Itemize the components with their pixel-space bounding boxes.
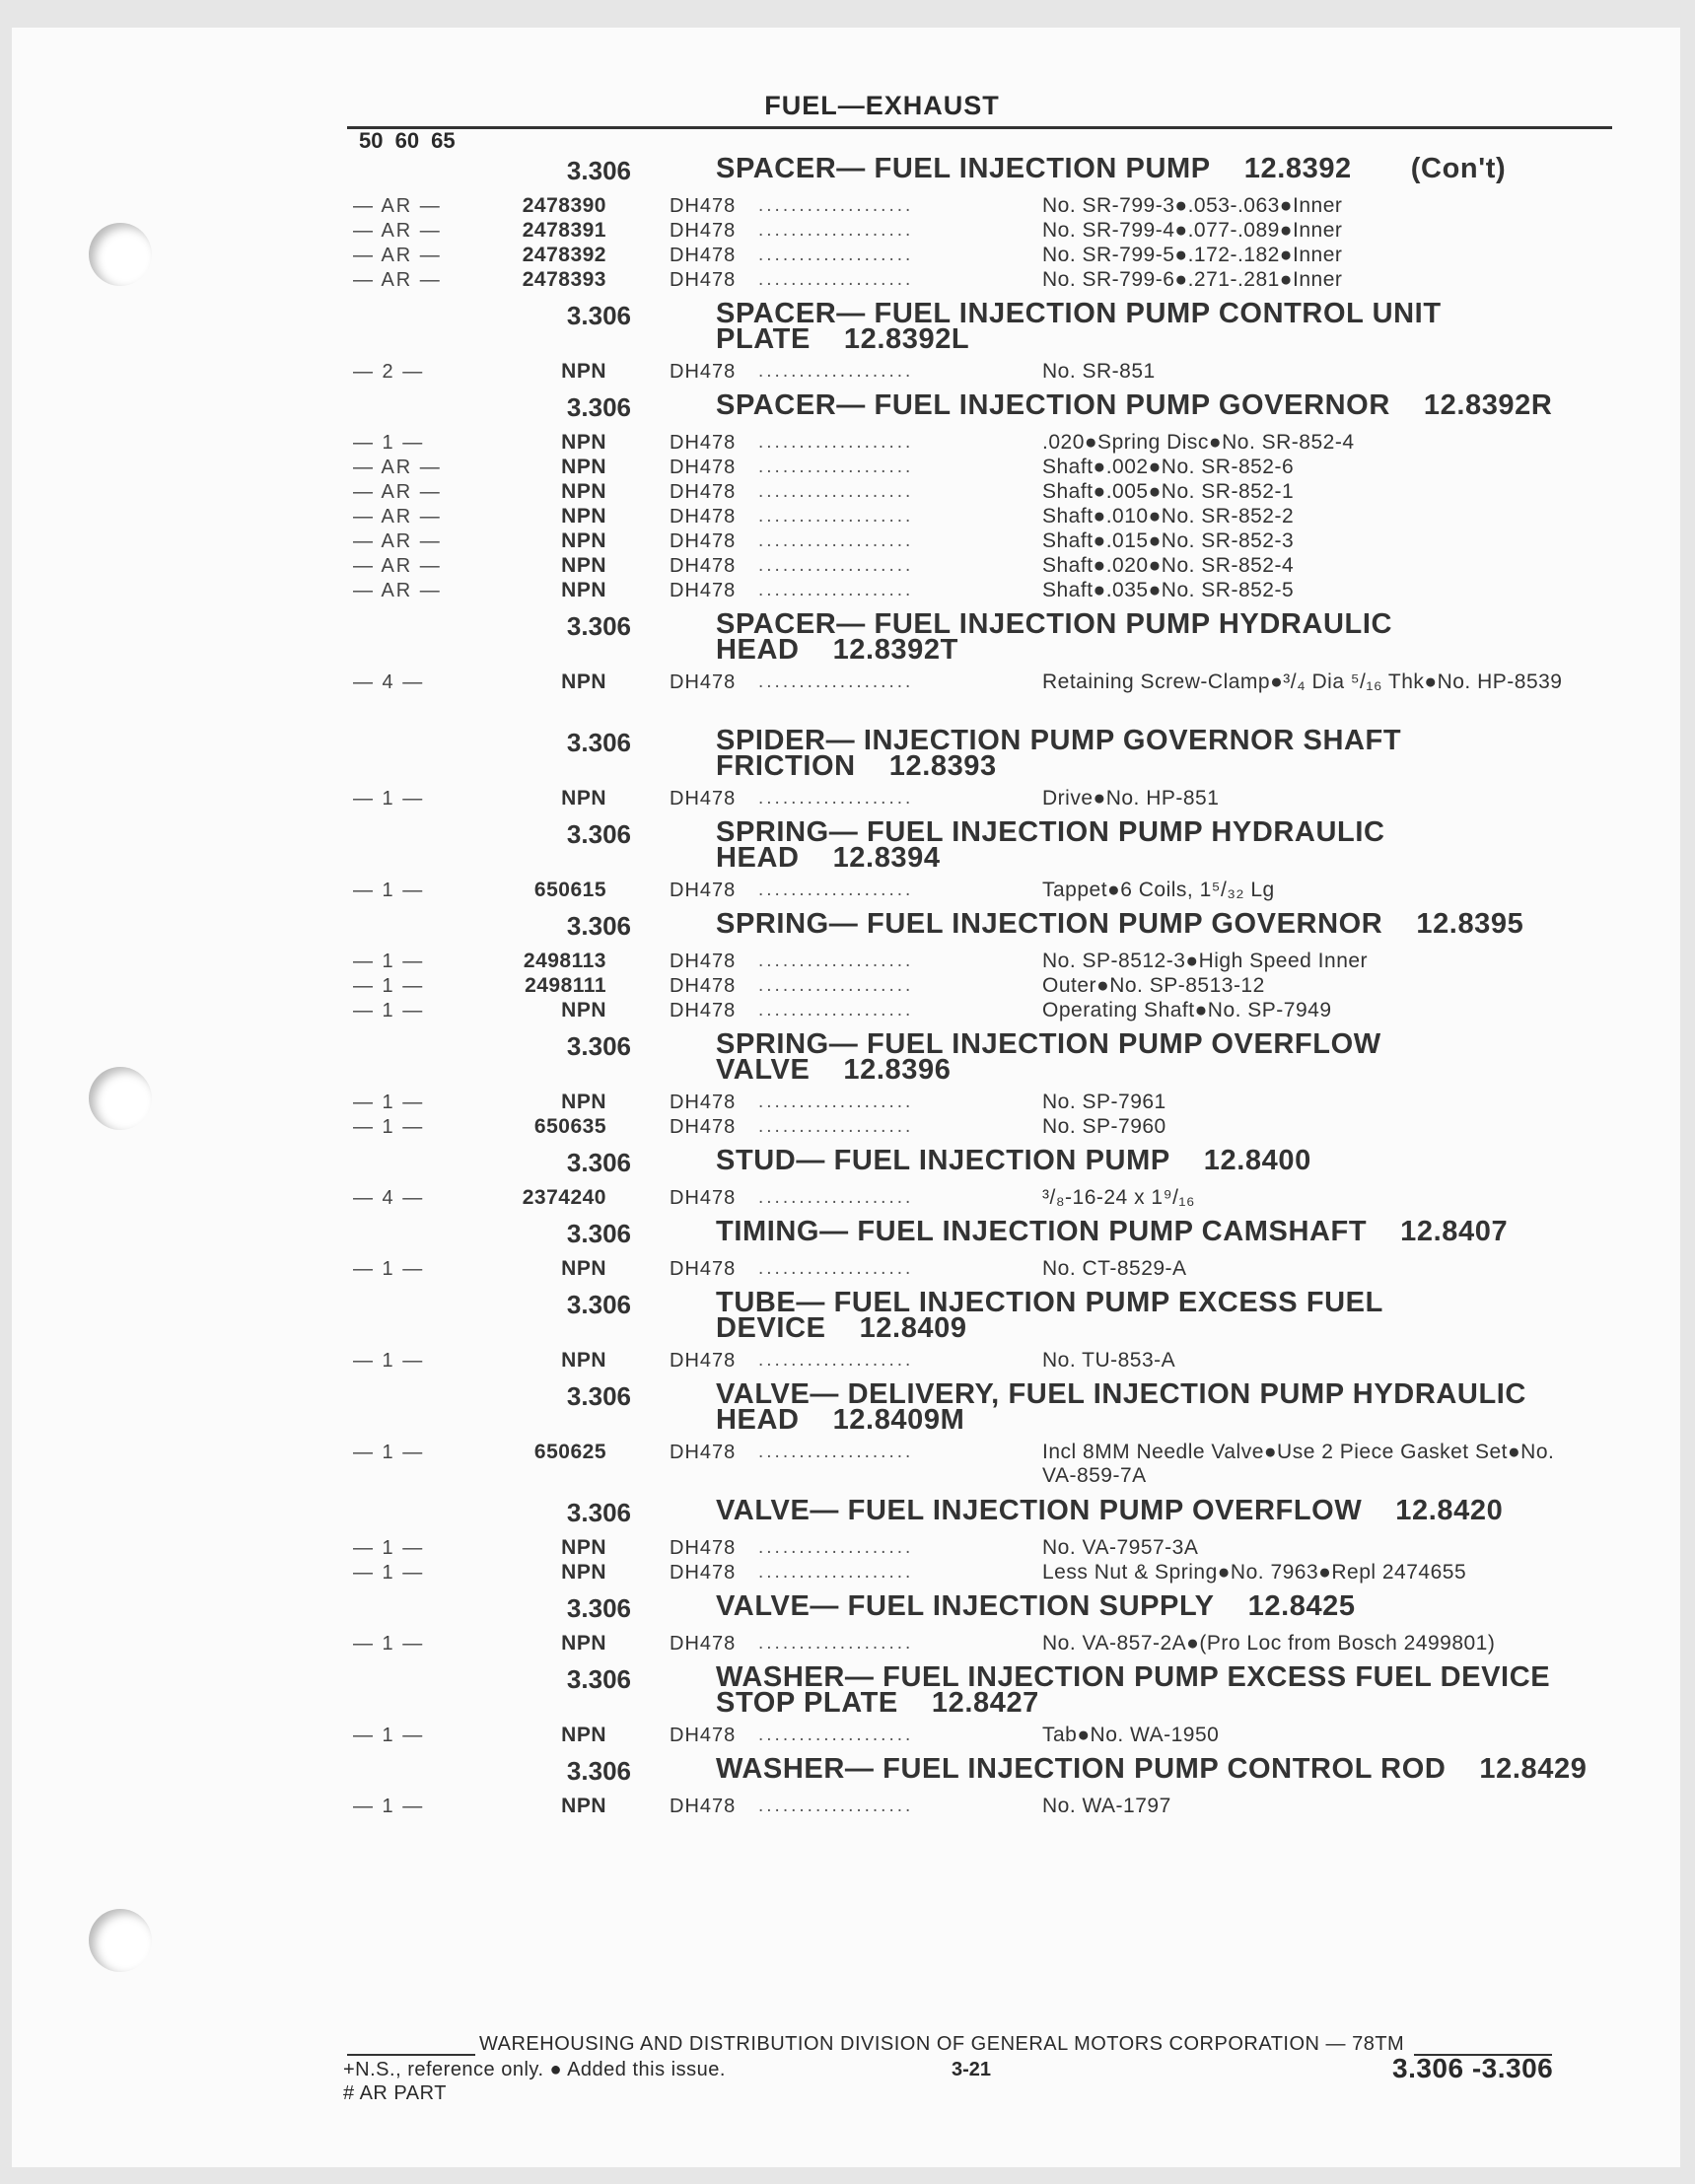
leader-dots: ................... <box>758 432 914 453</box>
page-title: FUEL—EXHAUST <box>764 91 1000 120</box>
section-title <box>716 816 1613 874</box>
part-description: Shaft●.020●No. SR-852-4 <box>1042 554 1295 577</box>
section-title-text: VALVE— FUEL INJECTION SUPPLY <box>716 1590 1215 1622</box>
part-number: NPN <box>561 1632 606 1655</box>
section-header <box>0 603 1695 670</box>
part-number: 650635 <box>533 1115 606 1138</box>
section-title <box>716 153 1613 184</box>
part-row <box>0 1115 1695 1140</box>
part-row <box>0 194 1695 219</box>
part-number: 2374240 <box>522 1186 606 1209</box>
part-description: No. CT-8529-A <box>1042 1257 1187 1280</box>
section-number: 3.306 <box>566 728 631 757</box>
section-title-text: SPRING— FUEL INJECTION PUMP HYDRAULIC HEAD <box>716 816 1385 874</box>
reference-code: DH478 <box>670 457 737 478</box>
section-title <box>716 908 1613 940</box>
section-header <box>0 1023 1695 1091</box>
leader-dots: ................... <box>758 457 914 477</box>
section-number: 3.306 <box>566 1498 631 1527</box>
quantity: — 1 — <box>353 1350 425 1372</box>
parts-section <box>0 293 1695 385</box>
part-number: NPN <box>561 1349 606 1372</box>
footnote-ar: # AR PART <box>343 2082 447 2104</box>
leader-dots: ................... <box>758 975 914 996</box>
section-header <box>0 1490 1695 1536</box>
section-header <box>0 1585 1695 1632</box>
section-title <box>716 1145 1613 1176</box>
reference-code: DH478 <box>670 788 737 810</box>
part-row <box>0 480 1695 505</box>
reference-code: DH478 <box>670 506 737 528</box>
part-number: 650615 <box>533 879 606 901</box>
quantity: — 1 — <box>353 1000 425 1022</box>
section-title-text: SPACER— FUEL INJECTION PUMP CONTROL UNIT PLATE <box>716 298 1442 355</box>
part-row <box>0 1257 1695 1282</box>
leader-dots: ................... <box>758 880 914 900</box>
quantity: — AR — <box>353 481 442 503</box>
part-description: No. VA-7957-3A <box>1042 1536 1199 1559</box>
part-number: NPN <box>561 529 606 552</box>
quantity: — 1 — <box>353 951 425 972</box>
parts-section <box>0 903 1695 1023</box>
part-row <box>0 879 1695 903</box>
quantity: — AR — <box>353 506 442 528</box>
part-row <box>0 950 1695 974</box>
parts-section <box>0 1585 1695 1656</box>
leader-dots: ................... <box>758 269 914 290</box>
quantity: — 1 — <box>353 788 425 810</box>
leader-dots: ................... <box>758 1442 914 1462</box>
part-row <box>0 505 1695 529</box>
leader-dots: ................... <box>758 1116 914 1137</box>
part-description: No. SR-799-4●.077-.089●Inner <box>1042 219 1343 242</box>
quantity: — 1 — <box>353 1092 425 1113</box>
section-header <box>0 293 1695 360</box>
parts-section <box>0 1211 1695 1282</box>
part-number: NPN <box>561 1536 606 1559</box>
leader-dots: ................... <box>758 220 914 241</box>
section-title <box>716 1661 1613 1719</box>
section-number: 3.306 <box>566 1031 631 1061</box>
reference-code: DH478 <box>670 580 737 601</box>
reference-code: DH478 <box>670 1562 737 1584</box>
section-code: 12.8392 <box>1243 153 1352 184</box>
part-description: No. SR-799-5●.172-.182●Inner <box>1042 244 1343 266</box>
section-title-text: SPIDER— INJECTION PUMP GOVERNOR SHAFT FRICTION <box>716 725 1402 782</box>
part-number: NPN <box>561 554 606 577</box>
leader-dots: ................... <box>758 788 914 809</box>
part-row <box>0 579 1695 603</box>
quantity: — 1 — <box>353 1633 425 1655</box>
parts-section <box>0 1748 1695 1819</box>
reference-code: DH478 <box>670 1633 737 1655</box>
part-description: No. SR-799-6●.271-.281●Inner <box>1042 268 1343 291</box>
leader-dots: ................... <box>758 1187 914 1208</box>
quantity: — 4 — <box>353 671 425 693</box>
section-code: 12.8394 <box>832 842 941 874</box>
quantity: — 1 — <box>353 1796 425 1817</box>
part-description: No. SR-851 <box>1042 360 1156 383</box>
reference-code: DH478 <box>670 1350 737 1372</box>
part-number: NPN <box>561 670 606 693</box>
section-title <box>716 298 1613 355</box>
section-title <box>716 1028 1613 1086</box>
section-number: 3.306 <box>566 1664 631 1694</box>
section-number: 3.306 <box>566 911 631 941</box>
part-description: Operating Shaft●No. SP-7949 <box>1042 999 1332 1022</box>
reference-code: DH478 <box>670 269 737 291</box>
section-number: 3.306 <box>566 819 631 849</box>
section-title-text: SPRING— FUEL INJECTION PUMP OVERFLOW VALVE <box>716 1028 1381 1086</box>
part-number: NPN <box>561 1257 606 1280</box>
part-description: No. TU-853-A <box>1042 1349 1176 1372</box>
quantity: — AR — <box>353 555 442 577</box>
part-description: No. SR-799-3●.053-.063●Inner <box>1042 194 1343 217</box>
leader-dots: ................... <box>758 1258 914 1279</box>
reference-code: DH478 <box>670 361 737 383</box>
page-number: 3-21 <box>952 2059 992 2080</box>
part-description: Shaft●.005●No. SR-852-1 <box>1042 480 1295 503</box>
section-title <box>716 1753 1613 1785</box>
reference-code: DH478 <box>670 951 737 972</box>
part-row <box>0 787 1695 811</box>
quantity: — AR — <box>353 457 442 478</box>
quantity: — AR — <box>353 195 442 217</box>
quantity: — AR — <box>353 269 442 291</box>
part-number: 650625 <box>533 1441 606 1463</box>
part-description: Shaft●.035●No. SR-852-5 <box>1042 579 1295 601</box>
quantity: — 1 — <box>353 1562 425 1584</box>
section-number: 3.306 <box>566 1756 631 1786</box>
part-description: Tab●No. WA-1950 <box>1042 1724 1220 1746</box>
section-code: 12.8409M <box>832 1404 965 1436</box>
section-header <box>0 1211 1695 1257</box>
reference-code: DH478 <box>670 1796 737 1817</box>
part-row <box>0 244 1695 268</box>
leader-dots: ................... <box>758 1562 914 1583</box>
part-description: ³/₈-16-24 x 1⁹/₁₆ <box>1042 1186 1195 1209</box>
reference-code: DH478 <box>670 671 737 693</box>
quantity: — 1 — <box>353 432 425 454</box>
part-number: NPN <box>561 456 606 478</box>
quantity: — 1 — <box>353 1537 425 1559</box>
parts-section <box>0 1490 1695 1585</box>
reference-code: DH478 <box>670 1000 737 1022</box>
part-description: Retaining Screw-Clamp●³/₄ Dia ⁵/₁₆ Thk●No. HP-8539 <box>1042 670 1563 693</box>
part-row <box>0 1091 1695 1115</box>
part-row <box>0 1536 1695 1561</box>
column-header: 50 60 65 <box>359 128 456 153</box>
section-code: 12.8392R <box>1423 389 1553 421</box>
section-number: 3.306 <box>566 1381 631 1411</box>
part-description: No. SP-7961 <box>1042 1091 1166 1113</box>
part-number: NPN <box>561 999 606 1022</box>
part-number: 2498113 <box>523 950 606 972</box>
section-code: 12.8392L <box>843 323 970 355</box>
part-number: NPN <box>561 787 606 810</box>
section-title-text: VALVE— DELIVERY, FUEL INJECTION PUMP HYDRAULIC HEAD <box>716 1378 1526 1436</box>
section-title-text: SPACER— FUEL INJECTION PUMP HYDRAULIC HEAD <box>716 608 1393 666</box>
section-header <box>0 148 1695 194</box>
leader-dots: ................... <box>758 361 914 382</box>
parts-section <box>0 1656 1695 1748</box>
part-row <box>0 670 1695 720</box>
part-row <box>0 529 1695 554</box>
parts-section <box>0 720 1695 811</box>
section-code: 12.8400 <box>1203 1145 1311 1176</box>
part-description: No. SP-8512-3●High Speed Inner <box>1042 950 1369 972</box>
section-number: 3.306 <box>566 301 631 330</box>
section-number: 3.306 <box>566 1148 631 1177</box>
parts-section <box>0 811 1695 903</box>
footnote-ns: +N.S., reference only. ● Added this issue. <box>343 2059 726 2080</box>
reference-code: DH478 <box>670 880 737 901</box>
reference-code: DH478 <box>670 481 737 503</box>
reference-code: DH478 <box>670 1116 737 1138</box>
leader-dots: ................... <box>758 580 914 600</box>
quantity: — 4 — <box>353 1187 425 1209</box>
part-row <box>0 360 1695 385</box>
reference-code: DH478 <box>670 1092 737 1113</box>
quantity: — AR — <box>353 220 442 242</box>
reference-code: DH478 <box>670 1187 737 1209</box>
part-description: Shaft●.002●No. SR-852-6 <box>1042 456 1295 478</box>
part-description: Shaft●.015●No. SR-852-3 <box>1042 529 1295 552</box>
parts-section <box>0 603 1695 720</box>
part-number: NPN <box>561 1795 606 1817</box>
part-description: No. VA-857-2A●(Pro Loc from Bosch 2499801) <box>1042 1632 1496 1655</box>
section-title-text: TIMING— FUEL INJECTION PUMP CAMSHAFT <box>716 1216 1368 1247</box>
section-title-text: WASHER— FUEL INJECTION PUMP CONTROL ROD <box>716 1753 1447 1785</box>
part-number: 2478390 <box>522 194 606 217</box>
part-number: NPN <box>561 480 606 503</box>
leader-dots: ................... <box>758 1796 914 1816</box>
reference-code: DH478 <box>670 245 737 266</box>
parts-section <box>0 385 1695 603</box>
quantity: — 1 — <box>353 1116 425 1138</box>
parts-list <box>0 148 1695 1819</box>
part-number: NPN <box>561 505 606 528</box>
quantity: — AR — <box>353 530 442 552</box>
leader-dots: ................... <box>758 481 914 502</box>
leader-dots: ................... <box>758 1537 914 1558</box>
part-row <box>0 1795 1695 1819</box>
part-number: NPN <box>561 1724 606 1746</box>
section-code: 12.8429 <box>1479 1753 1588 1785</box>
section-title-text: SPRING— FUEL INJECTION PUMP GOVERNOR <box>716 908 1383 940</box>
part-description: Outer●No. SP-8513-12 <box>1042 974 1265 997</box>
section-title-text: STUD— FUEL INJECTION PUMP <box>716 1145 1170 1176</box>
title-rule <box>347 126 1612 129</box>
leader-dots: ................... <box>758 506 914 527</box>
reference-code: DH478 <box>670 1725 737 1746</box>
part-number: 2478392 <box>522 244 606 266</box>
part-number: NPN <box>561 1091 606 1113</box>
section-header <box>0 1748 1695 1795</box>
part-row <box>0 456 1695 480</box>
quantity: — 1 — <box>353 1725 425 1746</box>
part-number: NPN <box>561 1561 606 1584</box>
section-header <box>0 720 1695 787</box>
section-title-text: SPACER— FUEL INJECTION PUMP <box>716 153 1211 184</box>
parts-section <box>0 1140 1695 1211</box>
part-row <box>0 554 1695 579</box>
section-title <box>716 1378 1613 1436</box>
section-code: 12.8409 <box>859 1312 967 1344</box>
reference-code: DH478 <box>670 432 737 454</box>
section-range: 3.306 -3.306 <box>1392 2053 1554 2083</box>
section-number: 3.306 <box>566 1593 631 1623</box>
section-number: 3.306 <box>566 611 631 641</box>
part-row <box>0 1724 1695 1748</box>
parts-section <box>0 148 1695 293</box>
reference-code: DH478 <box>670 530 737 552</box>
section-header <box>0 1374 1695 1441</box>
quantity: — 1 — <box>353 975 425 997</box>
quantity: — 1 — <box>353 1258 425 1280</box>
section-code: 12.8407 <box>1400 1216 1509 1247</box>
part-row <box>0 1632 1695 1656</box>
reference-code: DH478 <box>670 975 737 997</box>
section-code: 12.8420 <box>1395 1495 1504 1526</box>
section-title <box>716 608 1613 666</box>
part-description: Less Nut & Spring●No. 7963●Repl 2474655 <box>1042 1561 1467 1584</box>
part-row <box>0 219 1695 244</box>
section-title-text: SPACER— FUEL INJECTION PUMP GOVERNOR <box>716 389 1390 421</box>
leader-dots: ................... <box>758 1092 914 1112</box>
section-title <box>716 1216 1613 1247</box>
footer-division: WAREHOUSING AND DISTRIBUTION DIVISION OF GENERAL MOTORS CORPORATION — 78TM <box>479 2033 1405 2055</box>
part-description: Incl 8MM Needle Valve●Use 2 Piece Gasket Set●No. VA-859-7A <box>1042 1441 1555 1487</box>
section-title <box>716 1287 1613 1344</box>
section-number: 3.306 <box>566 1290 631 1319</box>
leader-dots: ................... <box>758 1350 914 1371</box>
reference-code: DH478 <box>670 1442 737 1463</box>
section-title-text: TUBE— FUEL INJECTION PUMP EXCESS FUEL DEVICE <box>716 1287 1383 1344</box>
part-number: NPN <box>561 360 606 383</box>
reference-code: DH478 <box>670 555 737 577</box>
part-description: No. WA-1797 <box>1042 1795 1171 1817</box>
parts-section <box>0 1374 1695 1490</box>
reference-code: DH478 <box>670 220 737 242</box>
leader-dots: ................... <box>758 555 914 576</box>
section-header <box>0 811 1695 879</box>
section-title-text: WASHER— FUEL INJECTION PUMP EXCESS FUEL DEVICE STOP PLATE <box>716 1661 1551 1719</box>
section-code: 12.8396 <box>843 1054 952 1086</box>
part-row <box>0 999 1695 1023</box>
section-number: 3.306 <box>566 1219 631 1248</box>
section-title <box>716 1590 1613 1622</box>
quantity: — AR — <box>353 580 442 601</box>
section-code: 12.8427 <box>931 1687 1039 1719</box>
section-header <box>0 1140 1695 1186</box>
leader-dots: ................... <box>758 245 914 265</box>
quantity: — 1 — <box>353 880 425 901</box>
quantity: — 1 — <box>353 1442 425 1463</box>
section-code: 12.8395 <box>1416 908 1524 940</box>
section-title-text: VALVE— FUEL INJECTION PUMP OVERFLOW <box>716 1495 1363 1526</box>
parts-section <box>0 1282 1695 1374</box>
binder-hole <box>89 1909 152 1972</box>
section-title <box>716 725 1613 782</box>
part-number: 2498111 <box>525 974 606 997</box>
section-number: 3.306 <box>566 392 631 422</box>
leader-dots: ................... <box>758 530 914 551</box>
part-row <box>0 1186 1695 1211</box>
leader-dots: ................... <box>758 1000 914 1021</box>
part-row <box>0 974 1695 999</box>
section-code: 12.8392T <box>832 634 958 666</box>
section-code: 12.8425 <box>1247 1590 1356 1622</box>
part-row <box>0 1349 1695 1374</box>
section-title <box>716 1495 1613 1526</box>
section-header <box>0 385 1695 431</box>
part-row <box>0 431 1695 456</box>
reference-code: DH478 <box>670 195 737 217</box>
parts-section <box>0 1023 1695 1140</box>
part-description: .020●Spring Disc●No. SR-852-4 <box>1042 431 1355 454</box>
section-number: 3.306 <box>566 156 631 185</box>
part-description: Drive●No. HP-851 <box>1042 787 1220 810</box>
part-description: Tappet●6 Coils, 1⁵/₃₂ Lg <box>1042 879 1275 901</box>
leader-dots: ................... <box>758 671 914 692</box>
quantity: — AR — <box>353 245 442 266</box>
part-number: NPN <box>561 579 606 601</box>
leader-dots: ................... <box>758 951 914 971</box>
section-title <box>716 389 1613 421</box>
part-row <box>0 1441 1695 1490</box>
part-number: 2478393 <box>522 268 606 291</box>
leader-dots: ................... <box>758 1725 914 1745</box>
section-header <box>0 1656 1695 1724</box>
footer-rule <box>347 2036 475 2056</box>
quantity: — 2 — <box>353 361 425 383</box>
section-code: 12.8393 <box>888 750 997 782</box>
leader-dots: ................... <box>758 195 914 216</box>
reference-code: DH478 <box>670 1537 737 1559</box>
part-number: NPN <box>561 431 606 454</box>
reference-code: DH478 <box>670 1258 737 1280</box>
part-description: Shaft●.010●No. SR-852-2 <box>1042 505 1295 528</box>
part-number: 2478391 <box>522 219 606 242</box>
section-header <box>0 1282 1695 1349</box>
continued-label: (Con't) <box>1410 153 1507 184</box>
part-description: No. SP-7960 <box>1042 1115 1166 1138</box>
part-row <box>0 268 1695 293</box>
leader-dots: ................... <box>758 1633 914 1654</box>
section-header <box>0 903 1695 950</box>
part-row <box>0 1561 1695 1585</box>
